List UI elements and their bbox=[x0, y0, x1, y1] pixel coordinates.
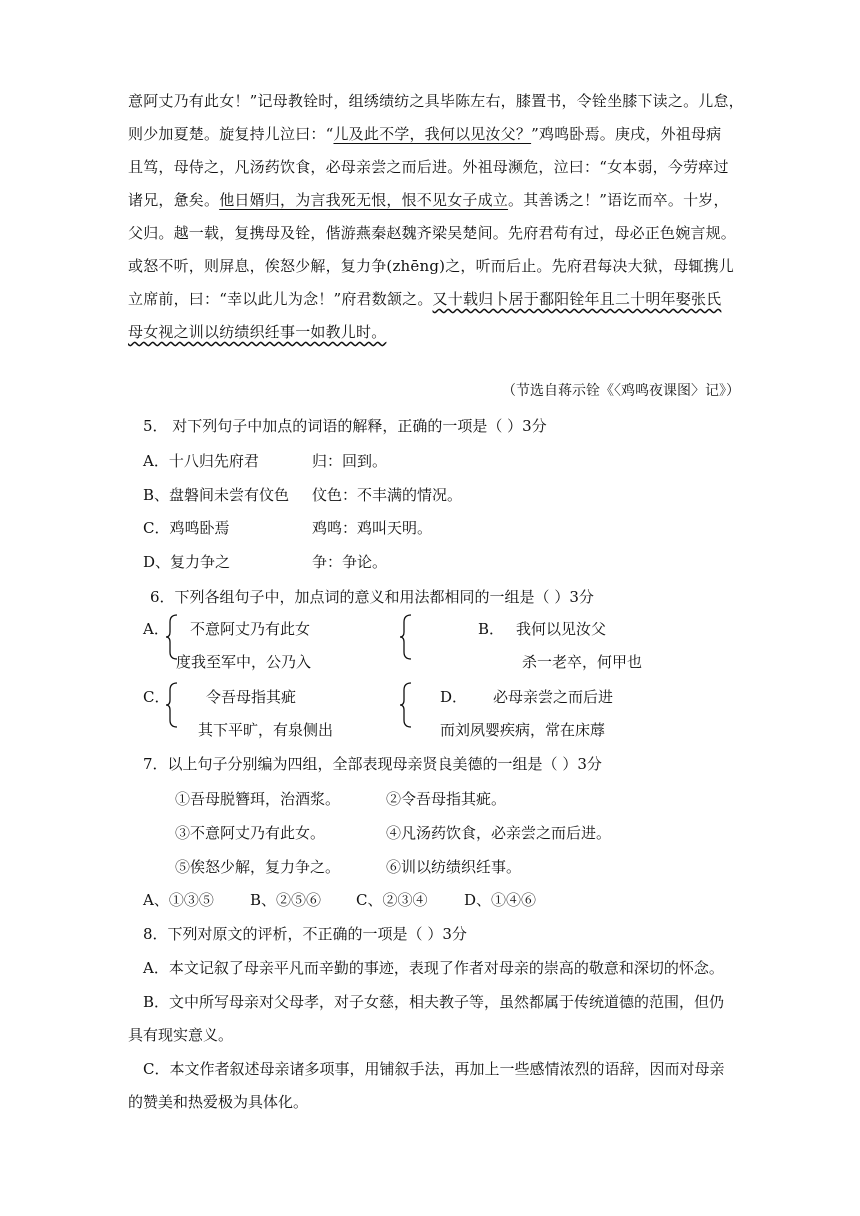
passage-line: 意阿丈乃有此女！”记母教铨时，组绣绩纺之具毕陈左右，膝置书，令铨坐膝下读之。儿怠， bbox=[128, 92, 744, 110]
q6-label-c: C． bbox=[143, 688, 170, 706]
q8-option-c-line1: C．本文作者叙述母亲诸多项事，用铺叙手法，再加上一些感情浓烈的语辞，因而对母亲 bbox=[143, 1060, 725, 1078]
q7-item: ①吾母脱簪珥，治酒浆。 bbox=[175, 790, 341, 808]
left-brace-icon bbox=[400, 614, 412, 660]
left-brace-icon bbox=[400, 682, 412, 728]
q7-item: ③不意阿丈乃有此女。 bbox=[175, 824, 326, 842]
q5-option-c: C．鸡鸣卧焉 bbox=[143, 519, 230, 537]
q8-option-b-line2: 具有现实意义。 bbox=[128, 1026, 234, 1044]
question-7-stem: 7．以上句子分别编为四组，全部表现母亲贤良美德的一组是（ ）3分 bbox=[143, 755, 602, 773]
q8-option-b-line1: B．文中所写母亲对父母孝，对子女慈，相夫教子等，虽然都属于传统道德的范围，但仍 bbox=[143, 993, 725, 1011]
q6-b-sentence-1: 我何以见汝父 bbox=[516, 620, 607, 638]
q6-b-sentence-2: 杀一老卒，何甲也 bbox=[522, 653, 643, 671]
passage-line: 或怒不听，则屏息，俟怒少解，复力争(zhēng)之，听而后止。先府君每决大狱，母辄携儿 bbox=[128, 257, 735, 275]
passage-line bbox=[128, 316, 748, 349]
q6-d-sentence-2: 而刘夙婴疾病，常在床蓐 bbox=[440, 721, 606, 739]
q7-item: ⑥训以纺绩织纴事。 bbox=[386, 858, 522, 876]
q6-c-sentence-2: 其下平旷，有泉侧出 bbox=[198, 721, 334, 739]
passage-line: 立席前，曰：“幸以此儿为念！”府君数颔之。又十载归卜居于鄱阳铨年且二十明年娶张氏 bbox=[128, 290, 722, 308]
q5-gloss-a: 归：回到。 bbox=[312, 452, 388, 470]
q5-gloss-b: 伩色：不丰满的情况。 bbox=[312, 486, 463, 504]
passage-line: 父归。越一载，复携母及铨，偕游燕秦赵魏齐梁吴楚间。先府君苟有过，母必正色婉言规。 bbox=[128, 224, 737, 242]
underlined-sentence: 儿及此不学，我何以见汝父？ bbox=[333, 125, 532, 143]
q8-option-c-line2: 的赞美和热爱极为具体化。 bbox=[128, 1093, 309, 1111]
q7-item: ④凡汤药饮食，必亲尝之而后进。 bbox=[386, 824, 612, 842]
q6-d-sentence-1: 必母亲尝之而后进 bbox=[493, 688, 614, 706]
passage-line: 诸兄，惫矣。他日婿归，为言我死无恨，恨不见女子成立。其善诱之！”语讫而卒。十岁， bbox=[128, 191, 729, 209]
q6-c-sentence-1: 令吾母指其疵 bbox=[206, 688, 297, 706]
underlined-sentence: 他日婿归，为言我死无恨，恨不见女子成立 bbox=[219, 191, 509, 209]
left-brace-icon bbox=[166, 682, 178, 728]
source-citation: （节选自蒋示铨《〈鸡鸣夜课图〉记》） bbox=[502, 383, 740, 399]
wavy-underlined-sentence: 母女视之训以纺绩织纴事一如教儿时。 bbox=[128, 323, 387, 341]
q5-option-d: D、复力争之 bbox=[143, 553, 231, 571]
passage-line: 则少加夏楚。旋复持儿泣曰：“儿及此不学，我何以见汝父？”鸡鸣卧焉。庚戌，外祖母病 bbox=[128, 125, 722, 143]
q5-option-b: B、盘磐间未尝有伩色 bbox=[143, 486, 290, 504]
q6-a-sentence-1: 不意阿丈乃有此女 bbox=[190, 620, 311, 638]
q5-gloss-d: 争：争论。 bbox=[312, 553, 388, 571]
q5-gloss-c: 鸡鸣：鸡叫天明。 bbox=[312, 519, 433, 537]
q7-item: ⑤俟怒少解，复力争之。 bbox=[175, 858, 341, 876]
wavy-underlined-sentence: 又十载归卜居于鄱阳铨年且二十明年娶张氏 bbox=[432, 290, 722, 308]
question-6-stem: 6．下列各组句子中，加点词的意义和用法都相同的一组是（ ）3分 bbox=[150, 588, 594, 606]
q7-choice-b: B、②⑤⑥ bbox=[250, 891, 322, 909]
q6-label-d: D． bbox=[440, 688, 468, 706]
q6-label-b: B． bbox=[478, 620, 505, 638]
q6-a-sentence-2: 度我至军中，公乃入 bbox=[176, 653, 312, 671]
q7-choice-d: D、①④⑥ bbox=[464, 891, 537, 909]
q7-choice-c: C、②③④ bbox=[356, 891, 428, 909]
q6-label-a: A． bbox=[143, 620, 169, 638]
q5-option-a: A．十八归先府君 bbox=[143, 452, 259, 470]
q7-item: ②令吾母指其疵。 bbox=[386, 790, 507, 808]
classical-passage bbox=[128, 85, 748, 349]
question-8-stem: 8．下列对原文的评析，不正确的一项是（ ）3分 bbox=[143, 925, 467, 943]
q7-choice-a: A、①③⑤ bbox=[143, 891, 214, 909]
passage-line: 且笃，母侍之，凡汤药饮食，必母亲尝之而后进。外祖母濒危，泣曰：“女本弱，今劳瘁过 bbox=[128, 158, 729, 176]
q8-option-a: A．本文记叙了母亲平凡而辛勤的事迹，表现了作者对母亲的崇高的敬意和深切的怀念。 bbox=[143, 959, 724, 977]
question-5-stem: 5． 对下列句子中加点的词语的解释，正确的一项是（ ）3分 bbox=[143, 417, 547, 435]
